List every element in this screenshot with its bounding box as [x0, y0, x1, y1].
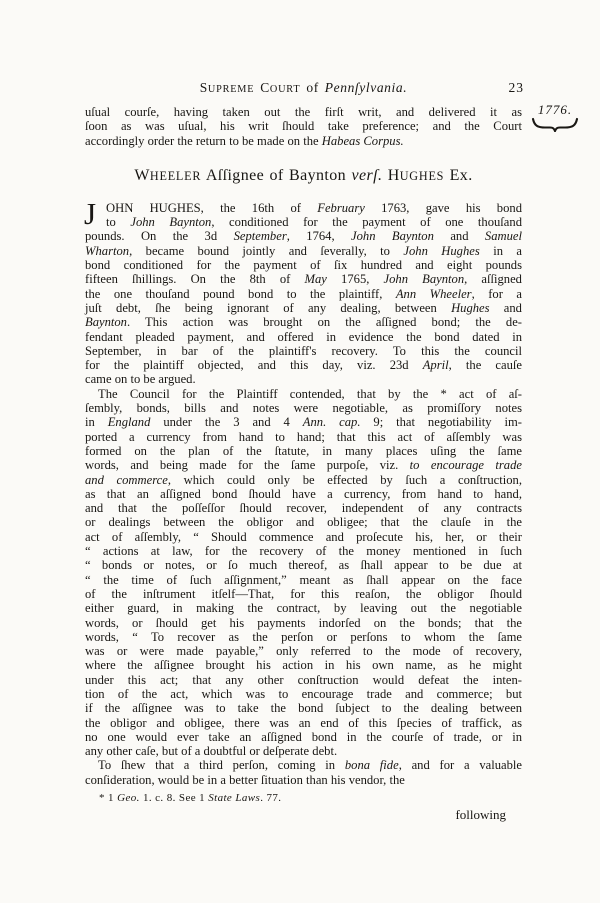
brace-icon — [531, 117, 579, 132]
running-title: SUPREME COURT of Pennſylvania. — [199, 80, 408, 95]
case-title: WHEELER Aſſignee of Baynton verſ. HUGHES Ex. — [134, 166, 473, 184]
text-line: words, and being made for the ſame purpoſe, viz. to encourage trade — [85, 458, 522, 473]
text-line: in England under the 3 and 4 Ann. cap. 9; that negotiability im- — [85, 415, 522, 430]
text-line: juſt debt, ſhe being ignorant of any dealing, between Hughes and — [85, 300, 522, 315]
text-line: under this act; that any other conſtruction would defeat the inten- — [85, 672, 522, 687]
text-line: September, in bar of the plaintiff's recovery. To this the council — [85, 343, 522, 358]
text-line: words, “ To recover as the perſon or perſons to whom the ſame — [85, 629, 522, 644]
text-line: the obligor and obligee, there was an end of this ſpecies of traffick, as — [85, 715, 522, 730]
text-line: Baynton. This action was brought on the aſſigned bond; the de- — [85, 315, 522, 330]
text-line: the one thouſand pound bond to the plaintiff, Ann Wheeler, for a — [85, 286, 522, 301]
page-header — [85, 80, 522, 97]
text-line: was or were made payable,” only referred to the mode of recovery, — [85, 644, 522, 659]
text-line: bond conditioned for the payment of ſix hundred and eight pounds — [85, 258, 522, 273]
text-line: ſembly, bonds, bills and notes were negotiable, as promiſſory notes — [85, 401, 522, 416]
paragraph-case-facts — [84, 195, 523, 387]
text-line: ported a currency from hand to hand; that this act of aſſembly was — [85, 429, 522, 444]
text-line: conſideration, would be in a better ſituation than his vendor, the — [85, 772, 405, 787]
text-line: no one would ever take an aſſigned bond in the courſe of trade, or in — [85, 729, 522, 744]
text-line: fendant pleaded payment, and offered in evidence the bond dated in — [85, 329, 522, 344]
text-line: ſoon as was uſual, his writ ſhould take preference; and the Court — [85, 119, 522, 134]
text-line: of the inſtrument itſelf—That, for this reaſon, the obligor ſhould — [85, 586, 522, 601]
text-line: pounds. On the 3d September, 1764, John Baynton and Samuel — [85, 229, 522, 244]
paragraph-lines — [84, 195, 523, 387]
text-line: uſual courſe, having taken out the firſt writ, and delivered it as — [85, 105, 522, 119]
text-line: any other caſe, but of a doubtful or deſperate debt. — [85, 744, 338, 759]
text-line: OHN HUGHES, the 16th of February 1763, gave his bond — [106, 200, 522, 215]
text-line: to John Baynton, conditioned for the payment of one thouſand — [106, 215, 522, 230]
text-line: either guard, in making the contract, by leaving out the negotiable — [85, 601, 522, 616]
margin-year-note — [528, 102, 582, 132]
paragraph-bona-fide — [85, 758, 522, 787]
text-line: came on to be argued. — [85, 372, 196, 387]
text-line: or dealings between the obligor and obligee; that the clauſe in the — [85, 515, 522, 530]
text-line: and that the poſſeſſor ſhould recover, independent of any contracts — [85, 501, 522, 516]
text-line: tion of the act, which was to encourage trade and commerce; but — [85, 686, 522, 701]
text-line: where the aſſignee brought his action in his own name, as he might — [85, 658, 522, 673]
paragraph-plaintiff-argument — [85, 387, 522, 759]
text-line: “ actions at law, for the recovery of the money mentioned in ſuch — [85, 544, 522, 559]
text-line: for the plaintiff objected, and this day, viz. 23d April, the cauſe — [85, 358, 522, 373]
text-line: and commerce, which could only be effected by ſuch a conſtruction, — [85, 472, 522, 487]
text-line: act of aſſembly, “ Should commence and proſecute his, her, or their — [85, 529, 522, 544]
text-line: if the aſſignee was to take the bond ſubject to the dealing between — [85, 701, 522, 716]
text-line: The Council for the Plaintiff contended, that by the * act of aſ- — [98, 386, 522, 401]
text-line: accordingly order the return to be made on the Habeas Corpus. — [85, 133, 404, 148]
footnote-citation: * 1 Geo. 1. c. 8. See 1 State Laws. 77. — [99, 792, 282, 805]
paragraph-habeas-continuation — [85, 105, 522, 148]
page-number: 23 — [508, 80, 524, 95]
text-line: To ſhew that a third perſon, coming in bona fide, and for a valuable — [98, 758, 522, 773]
text-line: formed on the plan of the ſtatute, in many places uſing the ſame — [85, 443, 522, 458]
text-line: “ the time of ſuch aſſignment,” meant as ſhall appear on the face — [85, 572, 522, 587]
text-line: as that an aſſigned bond ſhould have a currency, from hand to hand, — [85, 486, 522, 501]
text-line: words, or ſhould get his payments indorſed on the bonds; that the — [85, 615, 522, 630]
text-line: “ bonds or notes, or ſo much thereof, as ſhall appear to be due at — [85, 558, 522, 573]
catchword: following — [455, 807, 506, 823]
text-line: fifteen ſhillings. On the 8th of May 1765, John Baynton, aſſigned — [85, 272, 522, 287]
year-label: 1776. — [537, 102, 573, 117]
text-line: Wharton, became bound jointly and ſeverally, to John Hughes in a — [85, 243, 523, 258]
drop-cap-letter: J — [84, 195, 97, 231]
